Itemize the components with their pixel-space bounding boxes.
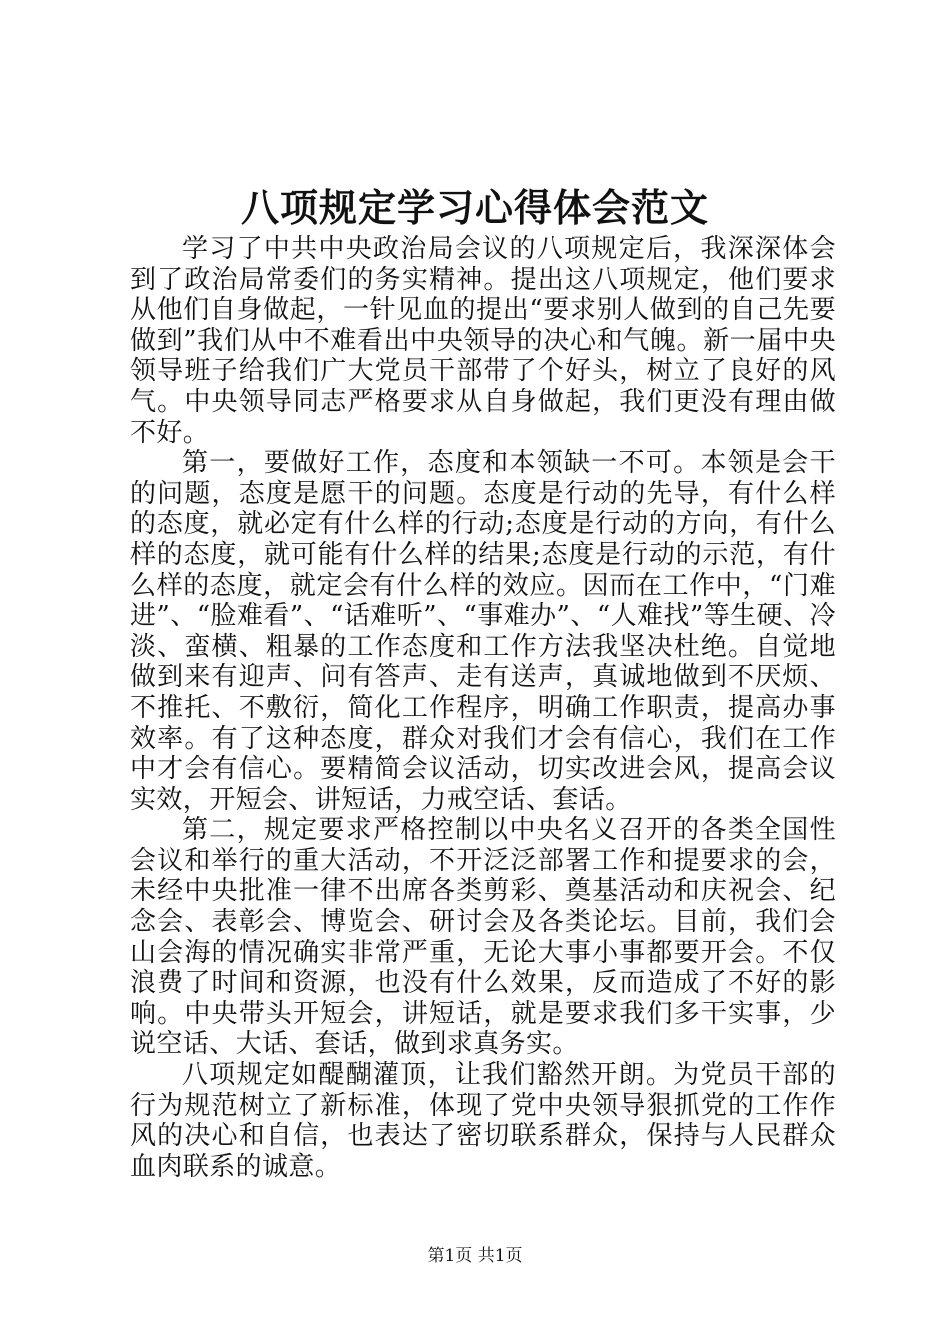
page-footer: 第1页 共1页 <box>427 1246 523 1266</box>
paragraph-intro: 学习了中共中央政治局会议的八项规定后，我深深体会到了政治局常委们的务实精神。提出这八项规定，他们要求从他们自身做起，一针见血的提出“要求别人做到的自己先要做到”我们从中不难看出中央领导的决心和气魄。新一届中央领导班子给我们广大党员干部带了个好头，树立了良好的风气。中央领导同志严格要求从自身做起，我们更没有理由做不好。 <box>130 234 836 448</box>
paragraph-second-point: 第二，规定要求严格控制以中央名义召开的各类全国性会议和举行的重大活动，不开泛泛部署工作和提要求的会，未经中央批准一律不出席各类剪彩、奠基活动和庆祝会、纪念会、表彰会、博览会、研讨会及各类论坛。目前，我们会山会海的情况确实非常严重，无论大事小事都要开会。不仅浪费了时间和资源，也没有什么效果，反而造成了不好的影响。中央带头开短会，讲短话，就是要求我们多干实事，少说空话、大话、套话，做到求真务实。 <box>130 815 836 1060</box>
paragraph-conclusion: 八项规定如醍醐灌顶，让我们豁然开朗。为党员干部的行为规范树立了新标准，体现了党中央领导狠抓党的工作作风的决心和自信，也表达了密切联系群众，保持与人民群众血肉联系的诚意。 <box>130 1060 836 1182</box>
document-body <box>130 234 836 1182</box>
paragraph-first-point: 第一，要做好工作，态度和本领缺一不可。本领是会干的问题，态度是愿干的问题。态度是行动的先导，有什么样的态度，就必定有什么样的行动;态度是行动的方向，有什么样的态度，就可能有什么样的结果;态度是行动的示范，有什么样的态度，就定会有什么样的效应。因而在工作中，“门难进”、“脸难看”、“话难听”、“事难办”、“人难找”等生硬、冷淡、蛮横、粗暴的工作态度和工作方法我坚决杜绝。自觉地做到来有迎声、问有答声、走有送声，真诚地做到不厌烦、不推托、不敷衍，简化工作程序，明确工作职责，提高办事效率。有了这种态度，群众对我们才会有信心，我们在工作中才会有信心。要精简会议活动，切实改进会风，提高会议实效，开短会、讲短话，力戒空话、套话。 <box>130 448 836 815</box>
document-title: 八项规定学习心得体会范文 <box>240 185 709 230</box>
